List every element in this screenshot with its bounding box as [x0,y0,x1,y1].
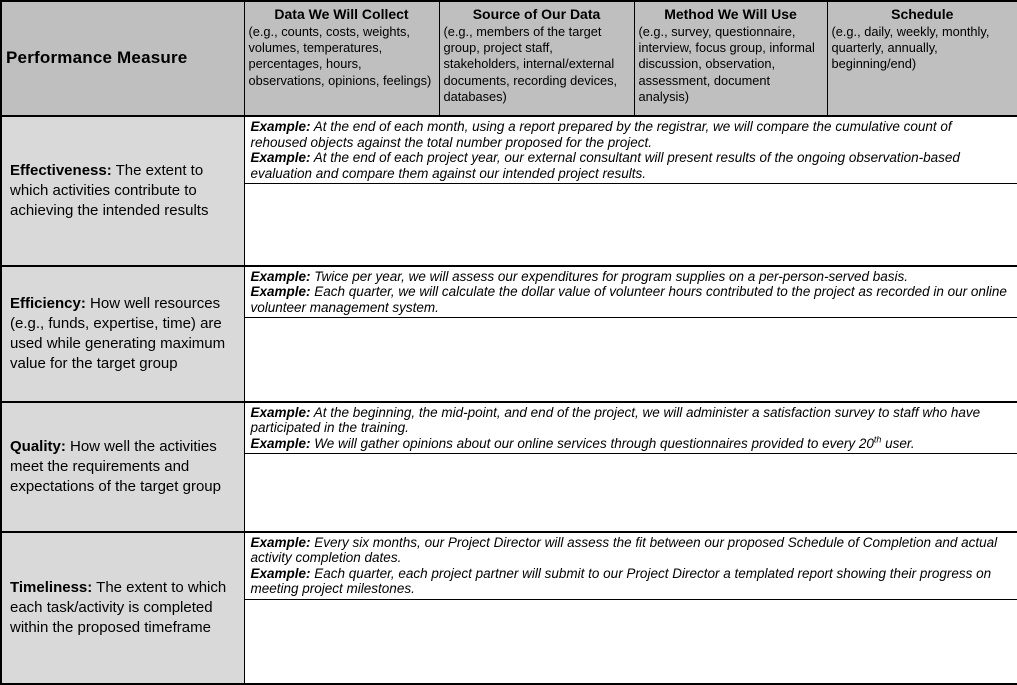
table-row [1,402,1017,454]
examples-cell-efficiency [244,266,1017,318]
example-label: Example: [250,404,311,420]
column-title: Method We Will Use [664,6,797,22]
example-line [251,436,1010,452]
example-label: Example: [250,284,311,299]
example-text: At the beginning, the mid-point, and end of the project, we will administer a satisfaction survey to staff who have participated in the training. [250,404,981,435]
measure-description: The extent to which activities contribute to achieving the intended results [10,161,209,219]
example-line [251,150,1010,181]
example-label: Example: [250,268,311,284]
header-performance-measure [1,1,244,116]
measure-description: How well resources (e.g., funds, expertise, time) are used while generating maximum value for the target group [10,294,226,372]
header-data-we-will-collect [244,1,439,116]
table-row [1,266,1017,318]
table-header-row [1,1,1017,116]
examples-cell-timeliness [244,532,1017,600]
header-schedule [827,1,1017,116]
worksheet-blank-cell [244,600,1017,684]
example-line [251,284,1010,315]
worksheet-blank-cell [244,318,1017,402]
example-line [251,119,1010,150]
example-text: At the end of each month, using a report prepared by the registrar, we will compare the cumulative count of rehoused objects against the total number proposed for the project. [250,119,952,150]
example-label: Example: [250,534,311,550]
table-row [1,116,1017,184]
example-label: Example: [250,565,311,581]
measure-cell-timeliness [1,532,244,684]
header-method-we-will-use [634,1,827,116]
column-title: Schedule [891,6,954,22]
measure-cell-quality [1,402,244,532]
worksheet-blank-cell [244,184,1017,266]
measure-description: How well the activities meet the requirements and expectations of the target group [10,437,221,495]
example-text: Every six months, our Project Director will assess the fit between our proposed Schedule of Completion and actual activity completion dates. [250,534,998,565]
measure-term: Effectiveness: [10,161,112,179]
worksheet-blank-cell [244,454,1017,532]
examples-cell-quality [244,402,1017,454]
example-line [251,269,1010,285]
example-line [251,535,1010,566]
example-label: Example: [250,119,311,134]
measure-term: Timeliness: [10,578,93,596]
example-line [251,405,1010,436]
example-text: Each quarter, we will calculate the dollar value of volunteer hours contributed to the project as recorded in our online volunteer management system. [250,284,1007,315]
column-subtitle: (e.g., survey, questionnaire, interview, focus group, informal discussion, observation, assessment, document analysis) [638,24,815,104]
measure-description: The extent to which each task/activity is completed within the proposed timeframe [10,578,227,636]
example-text: user. [881,435,915,451]
header-source-of-our-data [439,1,634,116]
example-text: At the end of each project year, our external consultant will present results of the ongoing observation-based evaluation and compare them against our intended project results. [250,150,960,181]
ordinal-superscript: th [873,434,882,444]
example-label: Example: [250,150,311,165]
example-line [251,566,1010,597]
column-title: Data We Will Collect [274,6,409,22]
example-text: We will gather opinions about our online services through questionnaires provided to every 20 [310,435,874,451]
measure-cell-efficiency [1,266,244,402]
measure-cell-effectiveness [1,116,244,266]
performance-measure-title: Performance Measure [6,48,188,67]
table-row [1,532,1017,600]
measure-term: Efficiency: [10,294,86,312]
column-subtitle: (e.g., counts, costs, weights, volumes, temperatures, percentages, hours, observations, opinions, feelings) [248,24,432,88]
example-label: Example: [250,435,311,451]
column-subtitle: (e.g., members of the target group, project staff, stakeholders, internal/external documents, recording devices, databases) [443,24,618,104]
measure-term: Quality: [10,437,66,455]
examples-cell-effectiveness [244,116,1017,184]
column-title: Source of Our Data [472,6,601,22]
example-text: Twice per year, we will assess our expenditures for program supplies on a per-person-served basis. [310,268,909,284]
column-subtitle: (e.g., daily, weekly, monthly, quarterly, annually, beginning/end) [831,24,990,72]
example-text: Each quarter, each project partner will submit to our Project Director a templated report showing their progress on meeting project milestones. [250,565,992,596]
